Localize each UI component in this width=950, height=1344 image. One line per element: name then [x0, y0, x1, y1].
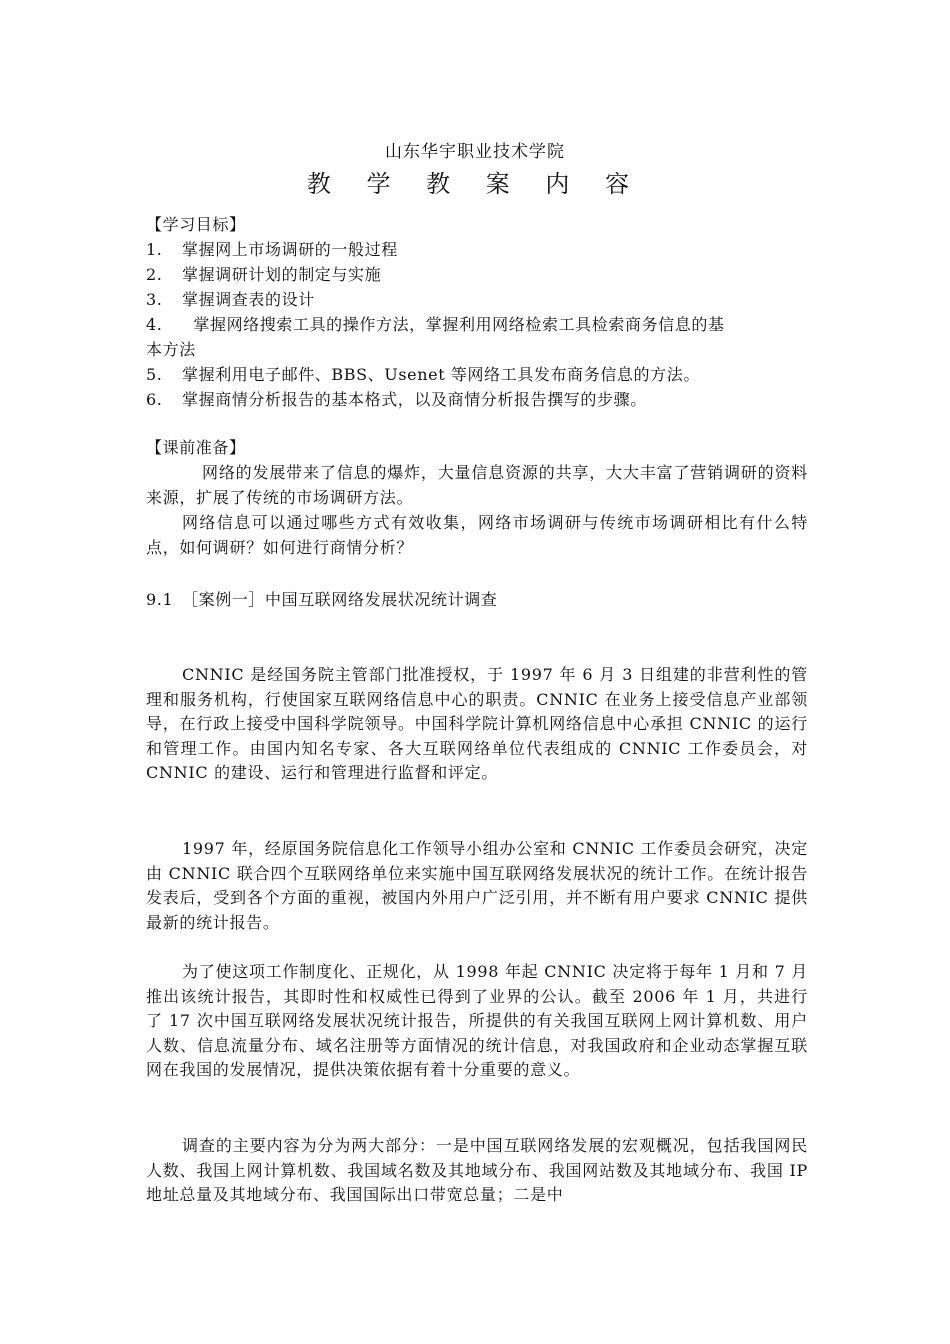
objectives-heading: 【学习目标】 [146, 215, 246, 234]
objective-text: 掌握调查表的设计 [182, 290, 315, 309]
body-paragraph: 为了使这项工作制度化、正规化，从 1998 年起 CNNIC 决定将于每年 1 月和 7 月推出该统计报告，其即时性和权威性已得到了业界的公认。截至 2006 年 1 月，共进行了 17 次中国互联网络发展状况统计报告，所提供的有关我国互联网上网计算机数、用户人数、信息流量分布、域名注册等方面情况的统计信息，对我国政府和企业动态掌握互联网在我国的发展情况，提供决策依据有着十分重要的意义。 [146, 962, 808, 1080]
body-paragraph: CNNIC 是经国务院主管部门批准授权，于 1997 年 6 月 3 日组建的非营利性的管理和服务机构，行使国家互联网络信息中心的职责。CNNIC 在业务上接受信息产业部领导，在行政上接受中国科学院领导。中国科学院计算机网络信息中心承担 CNNIC 的运行和管理工作。由国内知名专家、各大互联网络单位代表组成的 CNNIC 工作委员会，对 CNNIC 的建设、运行和管理进行监督和评定。 [146, 665, 808, 783]
objective-number: 1. [146, 240, 163, 259]
objective-item [146, 363, 808, 387]
objective-text: 掌握网络搜索工具的操作方法，掌握利用网络检索工具检索商务信息的基 [182, 315, 725, 334]
preparation-paragraph: 网络信息可以通过哪些方式有效收集，网络市场调研与传统市场调研相比有什么特点，如何调研？如何进行商情分析？ [146, 513, 808, 557]
body-paragraph: 1997 年，经原国务院信息化工作领导小组办公室和 CNNIC 工作委员会研究，决定由 CNNIC 联合四个互联网络单位来实施中国互联网络发展状况的统计工作。在统计报告发表后，受到各个方面的重视，被国内外用户广泛引用，并不断有用户要求 CNNIC 提供最新的统计报告。 [146, 839, 808, 932]
objective-item [146, 238, 808, 262]
objective-number: 4. [146, 315, 163, 334]
objective-text: 掌握利用电子邮件、BBS、Usenet 等网络工具发布商务信息的方法。 [182, 365, 700, 384]
objective-item [146, 263, 808, 287]
objective-number: 3. [146, 290, 163, 309]
preparation-paragraph: 网络的发展带来了信息的爆炸，大量信息资源的共享，大大丰富了营销调研的资料来源，扩展了传统的市场调研方法。 [146, 463, 808, 507]
objective-item [146, 388, 808, 412]
objective-number: 5. [146, 365, 163, 384]
section-number: 9.1 [146, 590, 174, 609]
objective-text: 掌握商情分析报告的基本格式，以及商情分析报告撰写的步骤。 [182, 390, 647, 409]
objective-text: 掌握调研计划的制定与实施 [182, 265, 382, 284]
section-heading [146, 588, 808, 612]
objective-continuation: 本方法 [146, 340, 196, 359]
objective-item [146, 313, 808, 337]
preparation-heading: 【课前准备】 [146, 438, 246, 457]
section-title: ［案例一］中国互联网络发展状况统计调查 [182, 590, 498, 609]
body-paragraph: 调查的主要内容为分为两大部分：一是中国互联网络发展的宏观概况，包括我国网民人数、我国上网计算机数、我国域名数及其地域分布、我国网站数及其地域分布、我国 IP 地址总量及其地域分布、我国国际出口带宽总量；二是中 [146, 1136, 808, 1205]
objective-number: 2. [146, 265, 163, 284]
objective-item [146, 288, 808, 312]
objective-text: 掌握网上市场调研的一般过程 [182, 240, 398, 259]
document-title: 教 学 教 案 内 容 [306, 170, 644, 198]
school-name: 山东华宇职业技术学院 [385, 142, 565, 162]
objective-number: 6. [146, 390, 163, 409]
